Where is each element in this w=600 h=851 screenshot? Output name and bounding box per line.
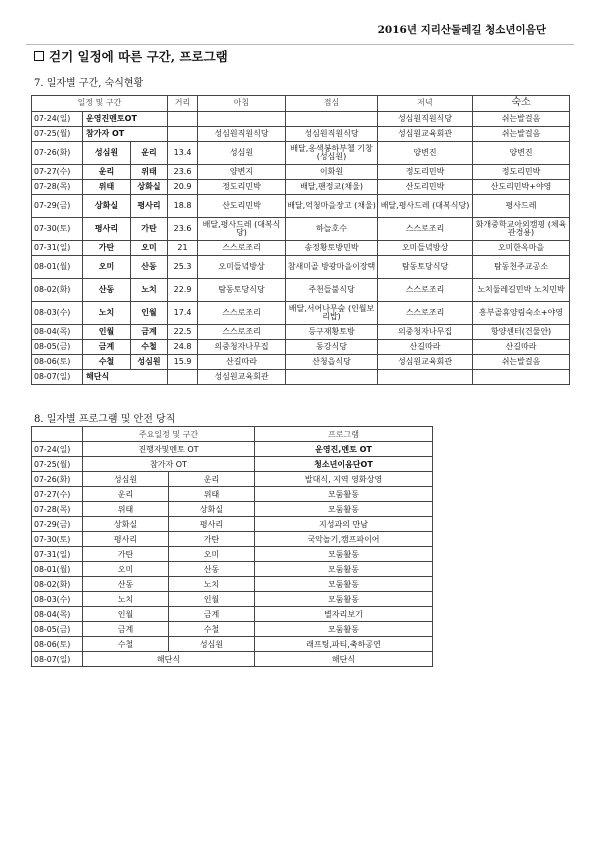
dinner-cell: 오미들녘방상 — [378, 241, 473, 256]
table-row — [32, 442, 433, 457]
dinner-cell: 산길따라 — [378, 340, 473, 355]
distance-cell: 21 — [168, 241, 198, 256]
table-row — [32, 637, 433, 652]
breakfast-cell: 성심원 — [198, 142, 286, 165]
lodging-cell: 쉬는발걸음 — [473, 127, 570, 142]
lodging-cell: 쉬는발걸음 — [473, 355, 570, 370]
section-from-cell: 가탄 — [83, 547, 169, 562]
section-to-cell: 산동 — [131, 256, 168, 279]
section-cell: 운영진멘토OT — [83, 112, 168, 127]
program-header-program: 프로그램 — [255, 427, 433, 442]
lunch-cell: 배달,억청마을장고 (채울) — [286, 195, 378, 218]
document-header: 2016년 지리산둘레길 청소년이음단 — [377, 24, 546, 36]
date-cell: 07-29(금) — [32, 195, 83, 218]
dinner-cell: 산도리민박 — [378, 180, 473, 195]
lodging-cell: 산길따라 — [473, 340, 570, 355]
lodging-cell: 정도리민박 — [473, 165, 570, 180]
date-cell: 07-27(수) — [32, 487, 83, 502]
table-row — [32, 256, 570, 279]
distance-cell — [168, 370, 198, 385]
lodging-cell: 항양센터(건물안) — [473, 325, 570, 340]
breakfast-cell: 스스로조리 — [198, 302, 286, 325]
schedule-title: 7. 일자별 구간, 숙식현황 — [34, 78, 144, 89]
program-header-row — [32, 427, 433, 442]
section-from-cell: 산동 — [83, 577, 169, 592]
schedule-table — [31, 95, 570, 385]
section-from-cell: 금계 — [83, 340, 131, 355]
table-row — [32, 547, 433, 562]
section-from-cell: 산동 — [83, 279, 131, 302]
table-row — [32, 370, 570, 385]
section-from-cell: 수철 — [83, 355, 131, 370]
section-to-cell: 금계 — [169, 607, 255, 622]
table-row — [32, 241, 570, 256]
lodging-cell: 흥부골휴양림숙소+야영 — [473, 302, 570, 325]
program-cell: 모둠활동 — [255, 562, 433, 577]
table-row — [32, 652, 433, 667]
table-row — [32, 127, 570, 142]
section-from-cell: 위태 — [83, 180, 131, 195]
section-to-cell: 인월 — [131, 302, 168, 325]
distance-cell: 25.3 — [168, 256, 198, 279]
lodging-cell — [473, 370, 570, 385]
dinner-cell: 스스로조리 — [378, 302, 473, 325]
breakfast-cell: 양변지 — [198, 165, 286, 180]
section-from-cell: 노치 — [83, 302, 131, 325]
section-to-cell: 노치 — [169, 577, 255, 592]
section-to-cell: 금계 — [131, 325, 168, 340]
section-title — [34, 47, 228, 65]
section-from-cell: 성심원 — [83, 472, 169, 487]
dinner-cell: 의중청자나무집 — [378, 325, 473, 340]
date-cell: 08-01(월) — [32, 256, 83, 279]
header-section: 일정 및 구간 — [32, 96, 168, 112]
section-to-cell: 위태 — [169, 487, 255, 502]
header-lodging: 숙소 — [473, 96, 570, 112]
program-title: 8. 일자별 프로그램 및 안전 당직 — [34, 414, 176, 425]
distance-cell: 20.9 — [168, 180, 198, 195]
section-to-cell: 운리 — [169, 472, 255, 487]
date-cell: 07-27(수) — [32, 165, 83, 180]
section-to-cell: 오미 — [169, 547, 255, 562]
breakfast-cell: 스스로조리 — [198, 325, 286, 340]
distance-cell: 22.9 — [168, 279, 198, 302]
table-row — [32, 355, 570, 370]
date-cell: 08-05(금) — [32, 340, 83, 355]
section-to-cell: 오미 — [131, 241, 168, 256]
section-to-cell: 수철 — [169, 622, 255, 637]
lunch-cell: 이화원 — [286, 165, 378, 180]
lodging-cell: 산도리민박+야영 — [473, 180, 570, 195]
date-cell: 08-06(토) — [32, 637, 83, 652]
dinner-cell: 성심원직원식당 — [378, 112, 473, 127]
section-to-cell: 수철 — [131, 340, 168, 355]
breakfast-cell: 산길따라 — [198, 355, 286, 370]
section-to-cell: 가탄 — [169, 532, 255, 547]
date-cell: 08-07(일) — [32, 652, 83, 667]
distance-cell: 22.5 — [168, 325, 198, 340]
table-row — [32, 577, 433, 592]
lunch-cell: 등구재황토방 — [286, 325, 378, 340]
date-cell: 07-31(일) — [32, 547, 83, 562]
lodging-cell: 화개중학교아외캠핑 (체육관경용) — [473, 218, 570, 241]
lodging-cell: 탐동천주교공소 — [473, 256, 570, 279]
section-to-cell: 산동 — [169, 562, 255, 577]
table-row — [32, 622, 433, 637]
program-cell: 국악놀기,캠프파이어 — [255, 532, 433, 547]
date-cell: 08-06(토) — [32, 355, 83, 370]
table-row — [32, 112, 570, 127]
program-cell: 해단식 — [255, 652, 433, 667]
program-header-date — [32, 427, 83, 442]
breakfast-cell: 배달,평사드레 (대복식당) — [198, 218, 286, 241]
date-cell: 08-03(수) — [32, 302, 83, 325]
table-row — [32, 562, 433, 577]
table-row — [32, 279, 570, 302]
lunch-cell: 하늘호수 — [286, 218, 378, 241]
section-from-cell: 평사리 — [83, 218, 131, 241]
table-row — [32, 218, 570, 241]
section-cell: 해단식 — [83, 370, 168, 385]
distance-cell: 24.8 — [168, 340, 198, 355]
date-cell: 08-02(화) — [32, 279, 83, 302]
program-cell: 모둠활동 — [255, 502, 433, 517]
date-cell: 07-30(토) — [32, 218, 83, 241]
date-cell: 07-25(월) — [32, 127, 83, 142]
breakfast-cell: 스스로조리 — [198, 241, 286, 256]
lodging-cell: 오미한옥마을 — [473, 241, 570, 256]
lunch-cell — [286, 370, 378, 385]
header-divider — [26, 44, 574, 45]
date-cell: 07-28(목) — [32, 502, 83, 517]
lunch-cell: 배달,팬정교(채울) — [286, 180, 378, 195]
dinner-cell: 스스로조리 — [378, 218, 473, 241]
section-from-cell: 상화실 — [83, 517, 169, 532]
dinner-cell: 배달,평사드레 (대복식당) — [378, 195, 473, 218]
table-row — [32, 180, 570, 195]
breakfast-cell: 오미들녘방상 — [198, 256, 286, 279]
distance-cell: 23.6 — [168, 218, 198, 241]
lunch-cell: 동강식당 — [286, 340, 378, 355]
breakfast-cell: 의중청자나무집 — [198, 340, 286, 355]
breakfast-cell: 산도리민박 — [198, 195, 286, 218]
section-to-cell: 성심원 — [169, 637, 255, 652]
breakfast-cell: 성심원교육회관 — [198, 370, 286, 385]
section-from-cell: 인월 — [83, 607, 169, 622]
lodging-cell: 노치둘레길민박 노치민박 — [473, 279, 570, 302]
section-from-cell: 평사리 — [83, 532, 169, 547]
date-cell: 07-25(월) — [32, 457, 83, 472]
header-distance: 거리 — [168, 96, 198, 112]
program-cell: 운영진,멘토 OT — [255, 442, 433, 457]
table-row — [32, 472, 433, 487]
date-cell: 07-28(목) — [32, 180, 83, 195]
date-cell: 08-02(화) — [32, 577, 83, 592]
lodging-cell: 쉬는발걸음 — [473, 112, 570, 127]
date-cell: 08-03(수) — [32, 592, 83, 607]
section-to-cell: 평사리 — [131, 195, 168, 218]
section-to-cell: 평사리 — [169, 517, 255, 532]
section-from-cell: 금계 — [83, 622, 169, 637]
schedule-header-row — [32, 96, 570, 112]
date-cell: 08-05(금) — [32, 622, 83, 637]
section-cell: 참가자 OT — [83, 127, 168, 142]
date-cell: 08-07(일) — [32, 370, 83, 385]
date-cell: 07-24(일) — [32, 442, 83, 457]
date-cell: 07-29(금) — [32, 517, 83, 532]
table-row — [32, 457, 433, 472]
breakfast-cell: 탐동토당식당 — [198, 279, 286, 302]
breakfast-cell — [198, 112, 286, 127]
lunch-cell: 산청읍식당 — [286, 355, 378, 370]
section-to-cell: 위태 — [131, 165, 168, 180]
section-from-cell: 가탄 — [83, 241, 131, 256]
dinner-cell: 탐동토당식당 — [378, 256, 473, 279]
distance-cell: 17.4 — [168, 302, 198, 325]
section-to-cell: 노치 — [131, 279, 168, 302]
section-to-cell: 성심원 — [131, 355, 168, 370]
breakfast-cell: 정도리민박 — [198, 180, 286, 195]
table-row — [32, 517, 433, 532]
section-from-cell: 상화실 — [83, 195, 131, 218]
section-from-cell: 성심원 — [83, 142, 131, 165]
lunch-cell: 송정황토방민박 — [286, 241, 378, 256]
section-to-cell: 상화실 — [169, 502, 255, 517]
table-row — [32, 502, 433, 517]
section-from-cell: 오미 — [83, 562, 169, 577]
lunch-cell: 주천들불식당 — [286, 279, 378, 302]
date-cell: 07-31(일) — [32, 241, 83, 256]
dinner-cell: 성심원교육회관 — [378, 127, 473, 142]
lunch-cell: 배달,서어나무숲 (인월보리밥) — [286, 302, 378, 325]
date-cell: 08-04(목) — [32, 607, 83, 622]
program-cell: 모둠활동 — [255, 487, 433, 502]
distance-cell: 13.4 — [168, 142, 198, 165]
header-lunch: 점심 — [286, 96, 378, 112]
section-to-cell: 가탄 — [131, 218, 168, 241]
program-cell: 모둠활동 — [255, 547, 433, 562]
table-row — [32, 195, 570, 218]
table-row — [32, 165, 570, 180]
lunch-cell — [286, 112, 378, 127]
program-cell: 발대식, 지역 영화상영 — [255, 472, 433, 487]
program-cell: 모둠활동 — [255, 577, 433, 592]
program-cell: 청소년이음단OT — [255, 457, 433, 472]
distance-cell: 15.9 — [168, 355, 198, 370]
dinner-cell: 정도리민박 — [378, 165, 473, 180]
dinner-cell: 성심원교육회관 — [378, 355, 473, 370]
distance-cell — [168, 112, 198, 127]
program-cell: 모둠활동 — [255, 592, 433, 607]
section-cell: 해단식 — [83, 652, 255, 667]
table-row — [32, 302, 570, 325]
section-from-cell: 운리 — [83, 487, 169, 502]
section-cell: 진행자및멘토 OT — [83, 442, 255, 457]
section-from-cell: 수철 — [83, 637, 169, 652]
section-to-cell: 인월 — [169, 592, 255, 607]
table-row — [32, 607, 433, 622]
lodging-cell: 평사드레 — [473, 195, 570, 218]
section-to-cell: 상화실 — [131, 180, 168, 195]
section-title-text: 걷기 일정에 따른 구간, 프로그램 — [49, 49, 228, 64]
section-from-cell: 인월 — [83, 325, 131, 340]
program-cell: 지성과의 만남 — [255, 517, 433, 532]
lunch-cell: 참새미골 방광마을이장택 — [286, 256, 378, 279]
distance-cell: 23.6 — [168, 165, 198, 180]
header-dinner: 저녁 — [378, 96, 473, 112]
date-cell: 07-26(화) — [32, 472, 83, 487]
program-cell: 래프팅,파티,축하공연 — [255, 637, 433, 652]
table-row — [32, 142, 570, 165]
section-cell: 참가자 OT — [83, 457, 255, 472]
section-from-cell: 운리 — [83, 165, 131, 180]
lunch-cell: 배달,옹색봉하부첼 기창(성심원) — [286, 142, 378, 165]
table-row — [32, 532, 433, 547]
dinner-cell: 양변진 — [378, 142, 473, 165]
breakfast-cell: 성심원직원식당 — [198, 127, 286, 142]
date-cell: 08-04(목) — [32, 325, 83, 340]
program-header-section: 주요일정 및 구간 — [83, 427, 255, 442]
date-cell: 07-24(일) — [32, 112, 83, 127]
section-from-cell: 오미 — [83, 256, 131, 279]
section-from-cell: 노치 — [83, 592, 169, 607]
date-cell: 08-01(월) — [32, 562, 83, 577]
date-cell: 07-30(토) — [32, 532, 83, 547]
lodging-cell: 양변진 — [473, 142, 570, 165]
distance-cell: 18.8 — [168, 195, 198, 218]
program-table — [31, 426, 433, 667]
date-cell: 07-26(화) — [32, 142, 83, 165]
program-cell: 별자리보기 — [255, 607, 433, 622]
section-from-cell: 위태 — [83, 502, 169, 517]
table-row — [32, 325, 570, 340]
table-row — [32, 487, 433, 502]
lunch-cell: 성심원직원식당 — [286, 127, 378, 142]
distance-cell — [168, 127, 198, 142]
header-breakfast: 아침 — [198, 96, 286, 112]
section-to-cell: 운리 — [131, 142, 168, 165]
dinner-cell: 스스로조리 — [378, 279, 473, 302]
dinner-cell — [378, 370, 473, 385]
checkbox-square-icon — [34, 51, 44, 61]
table-row — [32, 340, 570, 355]
program-cell: 모둠활동 — [255, 622, 433, 637]
table-row — [32, 592, 433, 607]
